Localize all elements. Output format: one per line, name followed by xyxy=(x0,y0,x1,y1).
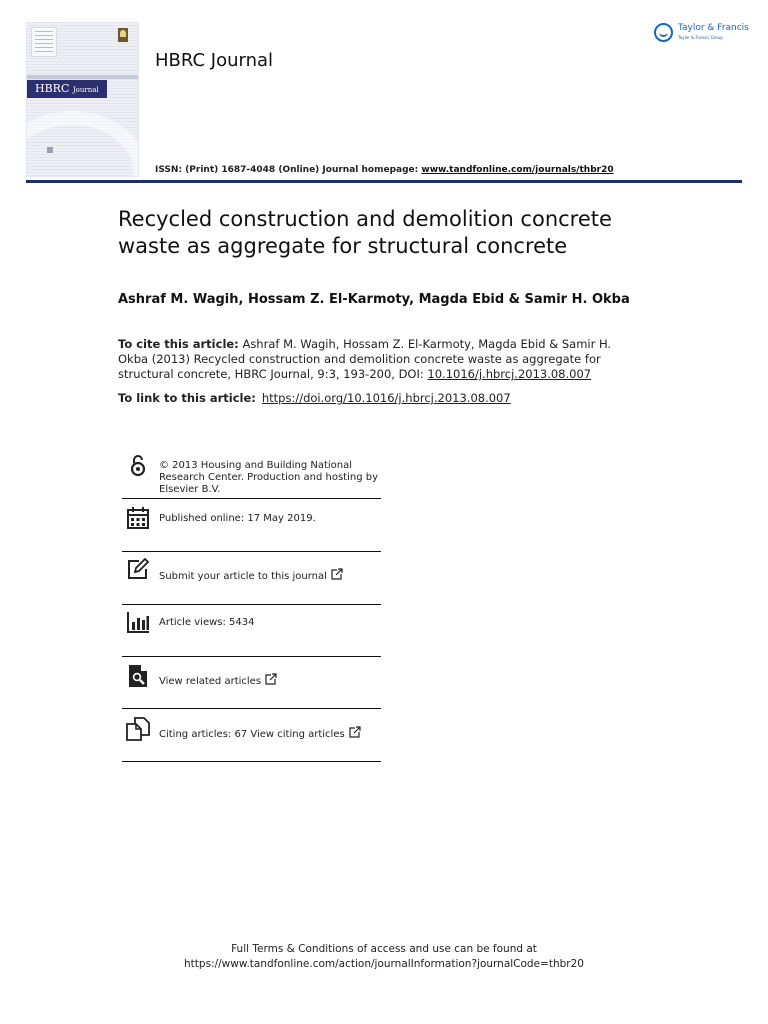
citing-articles-item[interactable] xyxy=(122,710,381,760)
info-divider xyxy=(122,656,381,657)
info-divider xyxy=(122,761,381,762)
journal-cover-image xyxy=(26,22,139,177)
link-label: To link to this article: xyxy=(118,391,256,405)
external-link-icon xyxy=(349,726,361,738)
copyright-text: © 2013 Housing and Building National Research Center. Production and hosting by Elsevier B.V. xyxy=(159,460,379,495)
article-views-item xyxy=(122,606,381,656)
cover-title-band: HBRC Journal xyxy=(27,80,107,98)
issn-line xyxy=(155,165,614,175)
citing-documents-icon xyxy=(126,717,150,741)
info-divider xyxy=(122,498,381,499)
related-articles-item[interactable] xyxy=(122,658,381,708)
cover-info-box xyxy=(31,27,57,57)
cite-text: Ashraf M. Wagih, Hossam Z. El-Karmoty, Magda Ebid & Samir H. Okba (2013) Recycled construction and demolition concrete waste as aggregate for structural concrete, HBRC Journal, 9:3, 193-200, DOI: xyxy=(118,337,612,381)
submit-article-label: Submit your article to this journal xyxy=(159,571,327,582)
citing-articles-link[interactable] xyxy=(159,726,361,741)
article-title: Recycled construction and demolition concrete waste as aggregate for structural concrete xyxy=(118,207,612,258)
external-link-icon xyxy=(331,568,343,580)
publisher-subtitle: Taylor & Francis Group xyxy=(678,35,723,40)
elsevier-logo xyxy=(118,28,128,42)
publisher-logo[interactable] xyxy=(654,22,749,48)
related-articles-label: View related articles xyxy=(159,676,262,687)
cite-doi-link[interactable]: 10.1016/j.hbrcj.2013.08.007 xyxy=(427,367,592,381)
header-rule xyxy=(26,180,742,183)
info-divider xyxy=(122,604,381,605)
calendar-icon xyxy=(126,506,150,530)
cover-swoosh xyxy=(26,111,139,177)
article-authors: Ashraf M. Wagih, Hossam Z. El-Karmoty, Magda Ebid & Samir H. Okba xyxy=(118,292,630,307)
submit-article-item[interactable] xyxy=(122,553,381,603)
published-item xyxy=(122,500,381,550)
published-date: Published online: 17 May 2019. xyxy=(159,513,316,524)
cover-stripe xyxy=(27,75,138,79)
journal-name: HBRC Journal xyxy=(155,50,274,71)
open-access-item xyxy=(122,454,381,498)
info-divider xyxy=(122,551,381,552)
publisher-name: Taylor & Francis xyxy=(678,23,749,33)
external-link-icon xyxy=(265,673,277,685)
terms-url[interactable]: https://www.tandfonline.com/action/journalInformation?journalCode=thbr20 xyxy=(184,958,584,970)
terms-line: Full Terms & Conditions of access and use can be found at xyxy=(231,943,537,955)
info-divider xyxy=(122,708,381,709)
open-access-icon xyxy=(126,454,150,478)
terms-footer xyxy=(0,942,768,972)
issn-text: ISSN: (Print) 1687-4048 (Online) Journal homepage: xyxy=(155,165,422,175)
submit-article-link[interactable] xyxy=(159,568,343,583)
edit-icon xyxy=(126,558,150,582)
citation-block xyxy=(118,337,638,382)
related-articles-link[interactable] xyxy=(159,673,277,688)
taylor-francis-icon xyxy=(654,23,673,42)
cover-mini-mark xyxy=(47,147,53,153)
article-link-line xyxy=(118,391,511,405)
bar-chart-icon xyxy=(126,610,150,634)
doi-link[interactable]: https://doi.org/10.1016/j.hbrcj.2013.08.007 xyxy=(261,391,511,405)
search-document-icon xyxy=(126,664,150,688)
cite-label: To cite this article: xyxy=(118,337,239,351)
article-views: Article views: 5434 xyxy=(159,617,255,628)
journal-homepage-link[interactable]: www.tandfonline.com/journals/thbr20 xyxy=(421,165,614,175)
citing-articles-label: Citing articles: 67 View citing articles xyxy=(159,729,345,740)
